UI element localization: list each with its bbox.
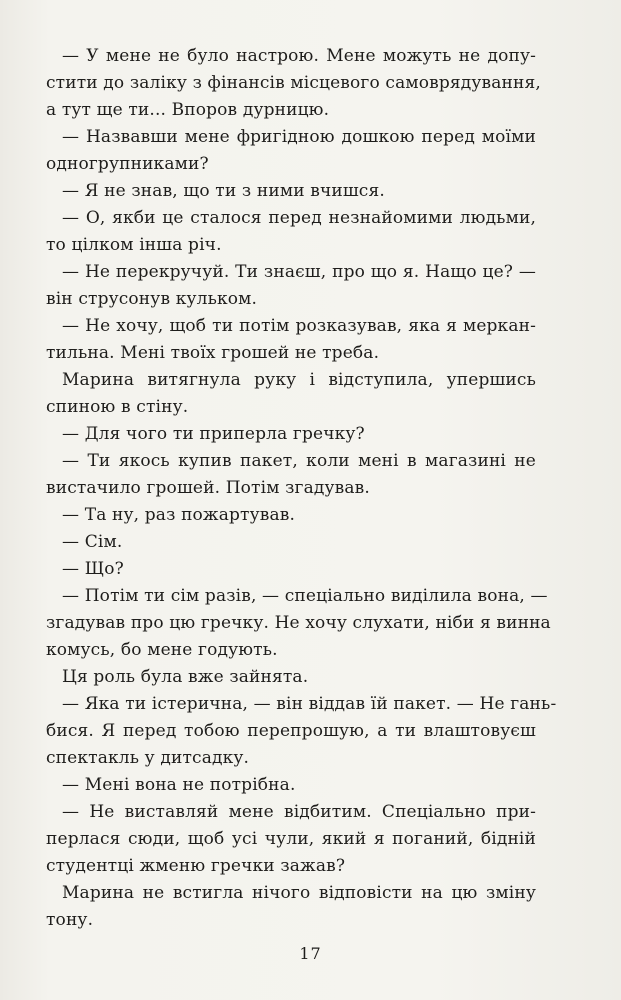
text-line: — Не хочу, щоб ти потім розказував, яка я меркан- <box>62 316 536 336</box>
text-line: то цілком інша річ. <box>46 235 222 255</box>
text-line: — Сім. <box>62 532 123 552</box>
text-line: студентці жменю гречки зажав? <box>46 856 346 876</box>
text-line: — Ти якось купив пакет, коли мені в магазині не <box>62 451 536 471</box>
text-line: — Яка ти істерична, — він віддав їй пакет. — Не гань- <box>62 694 557 714</box>
text-line: тильна. Мені твоїх грошей не треба. <box>46 343 380 363</box>
text-line: — Та ну, раз пожартував. <box>62 505 296 525</box>
text-line: — Мені вона не потрібна. <box>62 775 296 795</box>
text-line: згадував про цю гречку. Не хочу слухати, ніби я винна <box>46 613 551 633</box>
text-line: — У мене не було настрою. Мене можуть не допу- <box>62 46 536 66</box>
text-line: — Потім ти сім разів, — спеціально виділила вона, — <box>62 586 548 606</box>
text-line: — Для чого ти приперла гречку? <box>62 424 365 444</box>
text-line: — Не виставляй мене відбитим. Спеціально при- <box>62 802 536 822</box>
body-text <box>46 43 557 934</box>
text-line: Ця роль була вже зайнята. <box>62 667 309 687</box>
page-number: 17 <box>299 944 322 963</box>
text-line: Марина не встигла нічого відповісти на цю зміну <box>62 883 536 903</box>
text-line: спиною в стіну. <box>46 397 189 417</box>
text-line: стити до заліку з фінансів місцевого самоврядування, <box>46 73 541 93</box>
text-line: спектакль у дитсадку. <box>46 748 250 768</box>
text-line: вистачило грошей. Потім згадував. <box>46 478 370 498</box>
text-line: Марина витягнула руку і відступила, упершись <box>62 370 536 390</box>
text-line: — Не перекручуй. Ти знаєш, про що я. Нащо це? — <box>62 262 536 282</box>
text-line: — Що? <box>62 559 124 579</box>
text-line: одногрупниками? <box>46 154 209 174</box>
text-line: тону. <box>46 910 94 930</box>
text-line: — Я не знав, що ти з ними вчишся. <box>62 181 385 201</box>
text-line: бися. Я перед тобою перепрошую, а ти влаштовуєш <box>46 721 536 741</box>
text-line: — Назвавши мене фригідною дошкою перед моїми <box>62 127 536 147</box>
text-line: він струсонув кульком. <box>46 289 258 309</box>
text-line: перлася сюди, щоб усі чули, який я поганий, бідній <box>46 829 536 849</box>
text-line: а тут ще ти... Впоров дурницю. <box>46 100 330 120</box>
text-line: комусь, бо мене годують. <box>46 640 278 660</box>
text-line: — О, якби це сталося перед незнайомими людьми, <box>62 208 536 228</box>
